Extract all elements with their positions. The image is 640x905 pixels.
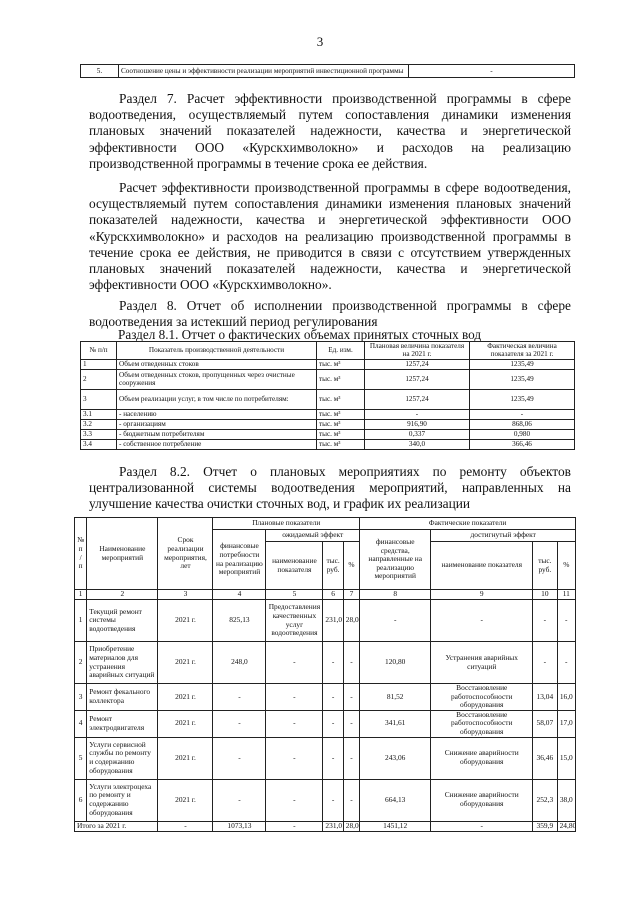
cell: тыс. м³	[317, 389, 365, 409]
table-total-row	[75, 821, 576, 831]
cell: 231,0	[323, 600, 343, 642]
header-num: № п/п	[81, 342, 117, 360]
cell: 3	[158, 590, 213, 600]
cell: -	[343, 737, 359, 779]
cell: Объем реализации услуг, в том числе по потребителям:	[117, 389, 317, 409]
cell: Объем отведенных стоков	[117, 359, 317, 369]
header-expected: ожидаемый эффект	[266, 530, 360, 542]
table-row	[81, 369, 575, 389]
cell: Приобретение материалов для устранения аварийных ситуаций	[87, 642, 158, 684]
cell: Снижение аварийности оборудования	[431, 737, 533, 779]
cell: Текущий ремонт системы водоотведения	[87, 600, 158, 642]
cell: -	[533, 600, 557, 642]
header-fin-directed: финансовые средства, направленные на реализацию мероприятий	[360, 530, 431, 590]
header-fact: Фактические показатели	[360, 518, 576, 530]
cell: тыс. м³	[317, 419, 365, 429]
cell: 2021 г.	[158, 737, 213, 779]
cell: 5	[266, 590, 323, 600]
cell: 120,80	[360, 642, 431, 684]
cell: 81,52	[360, 684, 431, 711]
header-pct-2: %	[557, 542, 575, 590]
cell: -	[557, 600, 575, 642]
cell: 1235,49	[470, 359, 575, 369]
cell: -	[213, 737, 266, 779]
cell: 6	[323, 590, 343, 600]
cell: 231,0	[323, 821, 343, 831]
section8-title: Раздел 8. Отчет об исполнении производственной программы в сфере водоотведения за истекший период регулирования	[89, 298, 571, 330]
header-fin-need: финансовые потребности на реализацию мероприятий	[213, 530, 266, 590]
cell: -	[266, 737, 323, 779]
header-unit: Ед. изм.	[317, 342, 365, 360]
cell: 3.2	[81, 419, 117, 429]
header-thous: тыс. руб.	[323, 542, 343, 590]
cell: -	[323, 684, 343, 711]
cell: 2021 г.	[158, 600, 213, 642]
cell: 252,3	[533, 779, 557, 821]
cell: -	[557, 642, 575, 684]
table-row	[75, 684, 576, 711]
cell: Снижение аварийности оборудования	[431, 779, 533, 821]
cell: Объем отведенных стоков, пропущенных через очистные сооружения	[117, 369, 317, 389]
cell: 1	[81, 359, 117, 369]
cell: 3	[75, 684, 87, 711]
cell: тыс. м³	[317, 429, 365, 439]
cell: 13,04	[533, 684, 557, 711]
cell: Итого за 2021 г.	[75, 821, 158, 831]
cell: 16,0	[557, 684, 575, 711]
cell: -	[323, 779, 343, 821]
cell: 1235,49	[470, 389, 575, 409]
cell: Услуги сервисной службы по ремонту и содержанию оборудования	[87, 737, 158, 779]
cell: 916,90	[365, 419, 470, 429]
cell: 4	[213, 590, 266, 600]
cell: 868,06	[470, 419, 575, 429]
cell: - бюджетным потребителям	[117, 429, 317, 439]
cell: тыс. м³	[317, 369, 365, 389]
cell: 1257,24	[365, 389, 470, 409]
table-row	[75, 737, 576, 779]
cell: -	[343, 642, 359, 684]
cell: 2021 г.	[158, 684, 213, 711]
cell: тыс. м³	[317, 359, 365, 369]
section7-body: Расчет эффективности производственной программы в сфере водоотведения, осуществляемый путем сопоставления динамики изменения плановых значений показателей надежности, качества и энергетической эффективности ООО «Курскхимволокно» и расходов на реализацию производственной программы в течение срока ее действия, не приводится в связи с отсутствием утвержденных плановых значений показателей надежности, качества и энергетической эффективности ООО «Курскхимволокно».	[89, 180, 571, 293]
cell: 38,0	[557, 779, 575, 821]
cell: 3.3	[81, 429, 117, 439]
table-row	[75, 710, 576, 737]
cell: 2	[81, 369, 117, 389]
table-row	[81, 419, 575, 429]
table-row	[75, 600, 576, 642]
cell: 1	[75, 590, 87, 600]
table-row	[81, 65, 575, 78]
cell: 341,61	[360, 710, 431, 737]
cell: -	[213, 779, 266, 821]
cell: -	[431, 821, 533, 831]
cell: 1	[75, 600, 87, 642]
cell: - собственное потребление	[117, 439, 317, 449]
table-row	[75, 642, 576, 684]
table-row	[81, 359, 575, 369]
cell: -	[213, 710, 266, 737]
table-row	[81, 389, 575, 409]
cell: -	[266, 779, 323, 821]
wastewater-volume-table	[80, 341, 575, 450]
cell: -	[158, 821, 213, 831]
cell: -	[343, 779, 359, 821]
header-indicator: наименование показателя	[266, 542, 323, 590]
cell: -	[323, 737, 343, 779]
cell: 2021 г.	[158, 779, 213, 821]
cell: 340,0	[365, 439, 470, 449]
cell: -	[266, 710, 323, 737]
cell: -	[360, 600, 431, 642]
cell: Восстановление работоспособности оборудования	[431, 684, 533, 711]
cell: 1257,24	[365, 369, 470, 389]
continuation-table	[80, 64, 575, 78]
cell: 0,337	[365, 429, 470, 439]
cell: Предоставления качественных услуг водоотведения	[266, 600, 323, 642]
repair-activities-table	[74, 517, 576, 832]
cell: 7	[343, 590, 359, 600]
cell: 8	[360, 590, 431, 600]
cell: 2021 г.	[158, 710, 213, 737]
cell: 3.4	[81, 439, 117, 449]
page-number: 3	[316, 34, 324, 49]
header-indicator-2: наименование показателя	[431, 542, 533, 590]
cell: -	[343, 684, 359, 711]
row-text: Соотношение цены и эффективности реализации мероприятий инвестиционной программы	[119, 65, 409, 78]
cell: 2021 г.	[158, 642, 213, 684]
cell: -	[266, 642, 323, 684]
table-row	[81, 429, 575, 439]
cell: 28,0	[343, 600, 359, 642]
cell: Ремонт фекального коллектора	[87, 684, 158, 711]
table-row	[81, 409, 575, 419]
cell: Услуги электроцеха по ремонту и содержанию оборудования	[87, 779, 158, 821]
cell: -	[533, 642, 557, 684]
header-pct: %	[343, 542, 359, 590]
cell: 11	[557, 590, 575, 600]
cell: 5	[75, 737, 87, 779]
header-achieved: достигнутый эффект	[431, 530, 576, 542]
header-term: Срок реализации мероприятия, лет	[158, 518, 213, 590]
cell: 664,13	[360, 779, 431, 821]
cell: Ремонт электродвигателя	[87, 710, 158, 737]
cell: -	[365, 409, 470, 419]
cell: 4	[75, 710, 87, 737]
cell: 3.1	[81, 409, 117, 419]
cell: 825,13	[213, 600, 266, 642]
cell: -	[266, 684, 323, 711]
cell: Восстановление работоспособности оборудования	[431, 710, 533, 737]
cell: 2	[75, 642, 87, 684]
cell: 2	[87, 590, 158, 600]
cell: 1451,12	[360, 821, 431, 831]
cell: -	[431, 600, 533, 642]
header-plan: Плановые показатели	[213, 518, 360, 530]
cell: 6	[75, 779, 87, 821]
header-num: № п / п	[75, 518, 87, 590]
cell: 10	[533, 590, 557, 600]
cell: 58,07	[533, 710, 557, 737]
cell: - организациям	[117, 419, 317, 429]
table-row	[81, 439, 575, 449]
header-thous-2: тыс. руб.	[533, 542, 557, 590]
table-row	[75, 779, 576, 821]
cell: 243,06	[360, 737, 431, 779]
cell: Устранения аварийных ситуаций	[431, 642, 533, 684]
cell: -	[323, 642, 343, 684]
cell: - населению	[117, 409, 317, 419]
header-name: Наименование мероприятий	[87, 518, 158, 590]
cell: 1235,49	[470, 369, 575, 389]
cell: 248,0	[213, 642, 266, 684]
cell: -	[343, 710, 359, 737]
row-value: -	[409, 65, 575, 78]
cell: 1073,13	[213, 821, 266, 831]
section7-title: Раздел 7. Расчет эффективности производственной программы в сфере водоотведения, осуществляемый путем сопоставления динамики изменения плановых значений показателей надежности, качества и энергетической эффективности ООО «Курскхимволокно» и расходов на реализацию производственной программы в течение срока ее действия.	[89, 91, 571, 171]
cell: 1257,24	[365, 359, 470, 369]
cell: 17,0	[557, 710, 575, 737]
cell: 3	[81, 389, 117, 409]
cell: 9	[431, 590, 533, 600]
header-planned: Плановая величина показателя на 2021 г.	[365, 342, 470, 360]
cell: -	[323, 710, 343, 737]
cell: 28,0	[343, 821, 359, 831]
header-indicator: Показатель производственной деятельности	[117, 342, 317, 360]
cell: -	[266, 821, 323, 831]
cell: 36,46	[533, 737, 557, 779]
header-actual: Фактическая величина показателя за 2021 г.	[470, 342, 575, 360]
cell: 359,9	[533, 821, 557, 831]
cell: 24,80	[557, 821, 575, 831]
cell: 0,980	[470, 429, 575, 439]
cell: -	[470, 409, 575, 419]
cell: 15,0	[557, 737, 575, 779]
row-number: 5.	[81, 65, 119, 78]
section8-1-heading: Раздел 8.1. Отчет о фактических объемах принятых сточных вод	[118, 327, 482, 342]
cell: тыс. м³	[317, 439, 365, 449]
column-numbers	[75, 590, 576, 600]
cell: 366,46	[470, 439, 575, 449]
cell: -	[213, 684, 266, 711]
cell: тыс. м³	[317, 409, 365, 419]
table-header	[81, 342, 575, 360]
section8-2-heading: Раздел 8.2. Отчет о плановых мероприятиях по ремонту объектов централизованной системы водоотведения мероприятий, направленных на улучшение качества очистки сточных вод, и график их реализации	[89, 464, 571, 512]
